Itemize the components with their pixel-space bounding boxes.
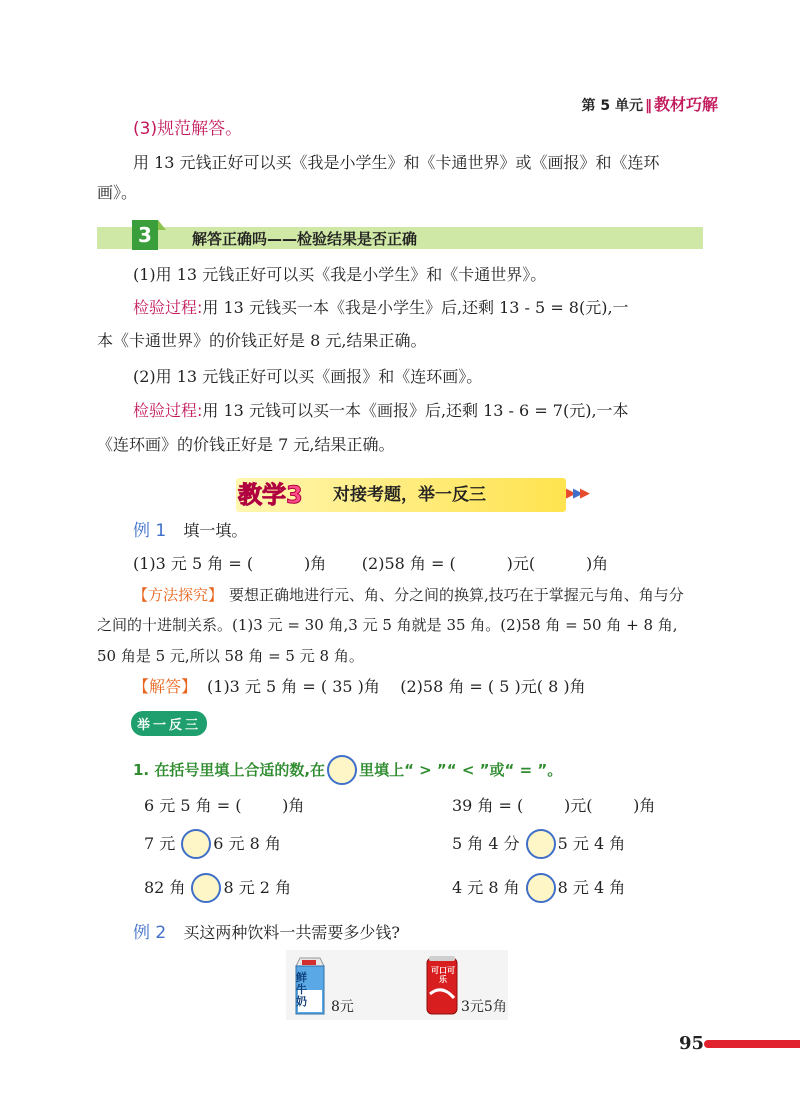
header-title: 教材巧解 (653, 95, 718, 114)
check-label: 检验过程: (133, 298, 203, 317)
milk-price: 8元 (331, 999, 354, 1015)
example1-row (133, 520, 247, 542)
cola-price: 3元5角 (461, 999, 507, 1015)
compare-circle-input[interactable] (526, 829, 556, 859)
check-process-2-line2: 《连环画》的价钱正好是 7 元,结果正确。 (97, 435, 395, 454)
cola-can-icon (424, 954, 460, 1016)
example2-text: 买这两种饮料一共需要多少钱? (183, 923, 400, 942)
check-process-1-text: 用 13 元钱买一本《我是小学生》后,还剩 13 - 5 = 8(元),一 (202, 298, 629, 317)
r3-right-a: 4 元 8 角 (452, 878, 520, 897)
answer-label: 【解答】 (133, 677, 198, 696)
page-footer-bar (704, 1040, 800, 1048)
practice-r3-left (144, 873, 291, 903)
answer-row (133, 676, 586, 698)
banner-arrows-icon: ▶▶▶ (566, 486, 587, 501)
r3-left-a: 82 角 (144, 878, 186, 897)
banner-badge: 教学3 (238, 481, 303, 509)
check-point-1: (1)用 13 元钱正好可以买《我是小学生》和《卡通世界》。 (133, 265, 547, 284)
step-paragraph-line2: 画》。 (97, 183, 138, 202)
practice-r1-right: 39 角 = ( )元( )角 (452, 796, 656, 815)
r2-right-b: 5 元 4 角 (557, 834, 626, 853)
check-process-2-text: 用 13 元钱可以买一本《画报》后,还剩 13 - 6 = 7(元),一本 (202, 401, 629, 420)
check-process-1-line2: 本《卡通世界》的价钱正好是 8 元,结果正确。 (97, 331, 427, 350)
section-title: 解答正确吗——检验结果是否正确 (192, 230, 418, 248)
banner-title: 对接考题，举一反三 (333, 485, 486, 505)
practice-question-post: 里填上“ > ”“ < ”或“ = ”。 (359, 761, 563, 779)
r2-right-a: 5 角 4 分 (452, 834, 520, 853)
header-separator: ‖ (644, 98, 652, 114)
compare-circle-sample (327, 755, 357, 785)
example1-label: 例 1 (133, 521, 167, 541)
r3-left-b: 8 元 2 角 (223, 878, 292, 897)
example2-row (133, 922, 400, 944)
method-line1 (133, 584, 684, 606)
r2-left-b: 6 元 8 角 (213, 834, 281, 853)
cola-label: 可口可乐 (431, 966, 455, 984)
method-line3: 50 角是 5 元,所以 58 角 = 5 元 8 角。 (97, 647, 364, 665)
method-text-line1: 要想正确地进行元、角、分之间的换算,技巧在于掌握元与角、角与分 (229, 586, 684, 604)
answer-text: (1)3 元 5 角 = ( 35 )角 (2)58 角 = ( 5 )元( 8 )角 (207, 677, 586, 696)
practice-question (133, 755, 562, 785)
page-number: 95 (679, 1033, 705, 1054)
method-label: 【方法探究】 (133, 586, 224, 604)
practice-badge-text: 举一反三 (131, 711, 207, 736)
section-number-badge (132, 220, 158, 250)
check-process-2-line1 (133, 400, 629, 422)
practice-question-pre: 1. 在括号里填上合适的数,在 (133, 761, 326, 779)
running-header (581, 92, 718, 115)
compare-circle-input[interactable] (181, 829, 211, 859)
example2-label: 例 2 (133, 923, 167, 943)
practice-r2-right (452, 829, 625, 859)
practice-r3-right (452, 873, 625, 903)
check-label: 检验过程: (133, 401, 203, 420)
r2-left-a: 7 元 (144, 834, 176, 853)
milk-label: 鲜牛奶 (296, 971, 307, 1008)
practice-r1-left: 6 元 5 角 = ( )角 (144, 796, 305, 815)
section-badge-corner (158, 220, 166, 230)
step-heading: (3)规范解答。 (133, 119, 243, 139)
practice-r2-left (144, 829, 281, 859)
example1-text: 填一填。 (183, 521, 248, 540)
check-point-2: (2)用 13 元钱正好可以买《画报》和《连环画》。 (133, 367, 483, 386)
example1-question: (1)3 元 5 角 = ( )角 (2)58 角 = ( )元( )角 (133, 554, 609, 573)
r3-right-b: 8 元 4 角 (557, 878, 626, 897)
method-line2: 之间的十进制关系。(1)3 元 = 30 角,3 元 5 角就是 35 角。(2)58 角 = 50 角 + 8 角, (97, 616, 678, 634)
section-number: 3 (138, 223, 152, 247)
practice-badge (131, 711, 207, 736)
compare-circle-input[interactable] (191, 873, 221, 903)
unit-label: 第 5 单元 (581, 98, 643, 114)
check-process-1-line1 (133, 297, 629, 319)
compare-circle-input[interactable] (526, 873, 556, 903)
step-paragraph-line1: 用 13 元钱正好可以买《我是小学生》和《卡通世界》或《画报》和《连环 (133, 153, 660, 172)
